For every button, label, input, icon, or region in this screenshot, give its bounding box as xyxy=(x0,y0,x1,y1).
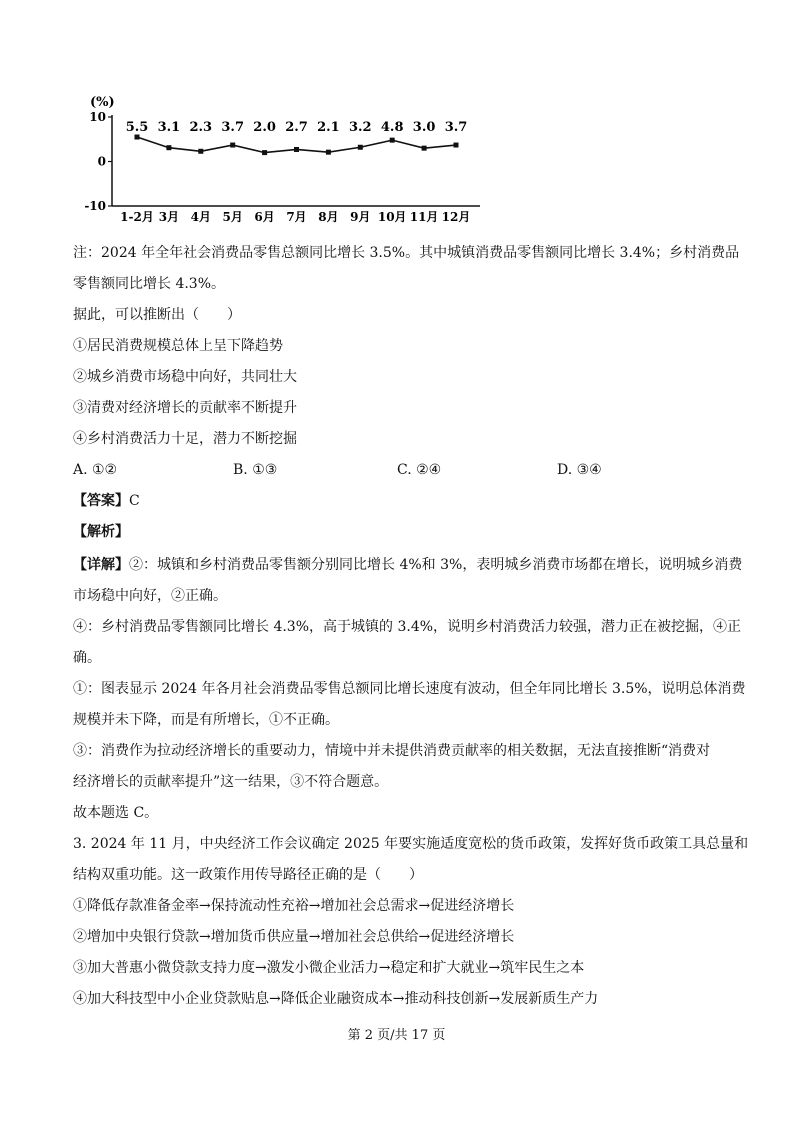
data-value-label: 2.0 xyxy=(253,120,276,135)
x-tick-label: 4月 xyxy=(190,210,211,224)
question-2-item-3: ③清费对经济增长的贡献率不断提升 xyxy=(73,400,297,416)
detail-paragraph-3-line-2: 规模并未下降，而是有所增长，①不正确。 xyxy=(73,712,339,728)
option-a: A. ①② xyxy=(73,462,118,478)
question-2-item-4: ④乡村消费活力十足，潜力不断挖掘 xyxy=(73,431,297,447)
question-3-item-2: ②增加中央银行贷款→增加货币供应量→增加社会总供给→促进经济增长 xyxy=(73,929,515,945)
data-value-label: 3.7 xyxy=(221,120,245,135)
question-3-item-1: ①降低存款准备金率→保持流动性充裕→增加社会总需求→促进经济增长 xyxy=(73,898,515,914)
answer-value: C xyxy=(129,493,140,509)
detail-conclusion: 故本题选 C。 xyxy=(73,805,159,821)
detail-paragraph-1-line-2: 市场稳中向好，②正确。 xyxy=(73,588,227,604)
monthly-growth-line-chart xyxy=(60,84,490,234)
question-3-line-1: 3. 2024 年 11 月，中央经济工作会议确定 2025 年要实施适度宽松的货币政策，发挥好货币政策工具总量和 xyxy=(73,836,749,852)
detail-paragraph-3-line-1: ①：图表显示 2024 年各月社会消费品零售总额同比增长速度有波动，但全年同比增长 3.5%，说明总体消费 xyxy=(73,681,746,697)
option-d: D. ③④ xyxy=(557,462,602,478)
detail-paragraph-4-line-1: ③：消费作为拉动经济增长的重要动力，情境中并未提供消费贡献率的相关数据，无法直接推断“消费对 xyxy=(73,743,711,759)
question-2-prompt: 据此，可以推断出（ ） xyxy=(73,307,241,323)
x-tick-label: 5月 xyxy=(222,210,243,224)
data-point xyxy=(454,143,459,148)
data-value-label: 3.0 xyxy=(412,120,436,135)
data-point xyxy=(390,138,395,143)
chart-note-line-1: 注：2024 年全年社会消费品零售总额同比增长 3.5%。其中城镇消费品零售额同比增长 3.4%；乡村消费品 xyxy=(73,245,740,261)
page-footer: 第 2 页/共 17 页 xyxy=(347,1028,446,1043)
x-tick-label: 9月 xyxy=(350,210,371,224)
y-tick-label: 10 xyxy=(89,110,106,124)
detail-paragraph-4-line-2: 经济增长的贡献率提升”这一结果，③不符合题意。 xyxy=(73,774,389,790)
x-tick-label: 1-2月 xyxy=(120,210,154,224)
data-point xyxy=(262,150,267,155)
analysis-label: 【解析】 xyxy=(73,524,129,540)
detail-p1a-text: ②：城镇和乡村消费品零售额分别同比增长 4%和 3%，表明城乡消费市场都在增长，说明城乡消费 xyxy=(129,557,743,573)
question-2-item-1: ①居民消费规模总体上呈下降趋势 xyxy=(73,338,283,354)
data-point xyxy=(135,135,140,140)
data-point xyxy=(358,145,363,150)
chart-note-line-2: 零售额同比增长 4.3%。 xyxy=(73,276,226,292)
detail-paragraph-2-line-2: 确。 xyxy=(73,650,101,666)
x-tick-label: 11月 xyxy=(409,210,439,224)
x-tick-label: 8月 xyxy=(318,210,339,224)
data-value-label: 2.3 xyxy=(189,120,213,135)
option-b: B. ①③ xyxy=(233,462,278,478)
answer-label: 【答案】 xyxy=(73,493,129,509)
data-value-label: 5.5 xyxy=(125,120,149,135)
x-tick-label: 12月 xyxy=(441,210,471,224)
question-2-item-2: ②城乡消费市场稳中向好，共同壮大 xyxy=(73,369,297,385)
data-value-label: 4.8 xyxy=(380,120,404,135)
data-value-label: 3.2 xyxy=(348,120,372,135)
question-3-item-3: ③加大普惠小微贷款支持力度→激发小微企业活力→稳定和扩大就业→筑牢民生之本 xyxy=(73,960,585,976)
data-point xyxy=(294,147,299,152)
data-point xyxy=(230,143,235,148)
y-axis-unit-label: (%) xyxy=(90,95,115,110)
data-value-label: 2.1 xyxy=(317,120,340,135)
x-tick-label: 6月 xyxy=(254,210,275,224)
detail-paragraph-1-line-1 xyxy=(73,556,742,574)
x-tick-label: 7月 xyxy=(286,210,307,224)
option-c: C. ②④ xyxy=(397,462,442,478)
answer-row xyxy=(73,492,140,510)
x-tick-label: 10月 xyxy=(377,210,407,224)
data-value-label: 3.7 xyxy=(444,120,468,135)
data-point xyxy=(198,149,203,154)
data-point xyxy=(326,150,331,155)
question-3-item-4: ④加大科技型中小企业贷款贴息→降低企业融资成本→推动科技创新→发展新质生产力 xyxy=(73,991,599,1007)
data-point xyxy=(422,146,427,151)
question-3-line-2: 结构双重功能。这一政策作用传导路径正确的是（ ） xyxy=(73,867,423,883)
y-tick-label: -10 xyxy=(84,199,106,213)
x-tick-label: 3月 xyxy=(158,210,180,224)
data-point xyxy=(166,145,171,150)
chart-svg xyxy=(60,84,490,234)
detail-label: 【详解】 xyxy=(73,557,129,573)
y-tick-label: 0 xyxy=(97,154,106,169)
data-value-label: 3.1 xyxy=(157,120,181,135)
detail-paragraph-2-line-1: ④：乡村消费品零售额同比增长 4.3%，高于城镇的 3.4%，说明乡村消费活力较强，潜力正在被挖掘，④正 xyxy=(73,619,742,635)
data-value-label: 2.7 xyxy=(285,120,308,135)
